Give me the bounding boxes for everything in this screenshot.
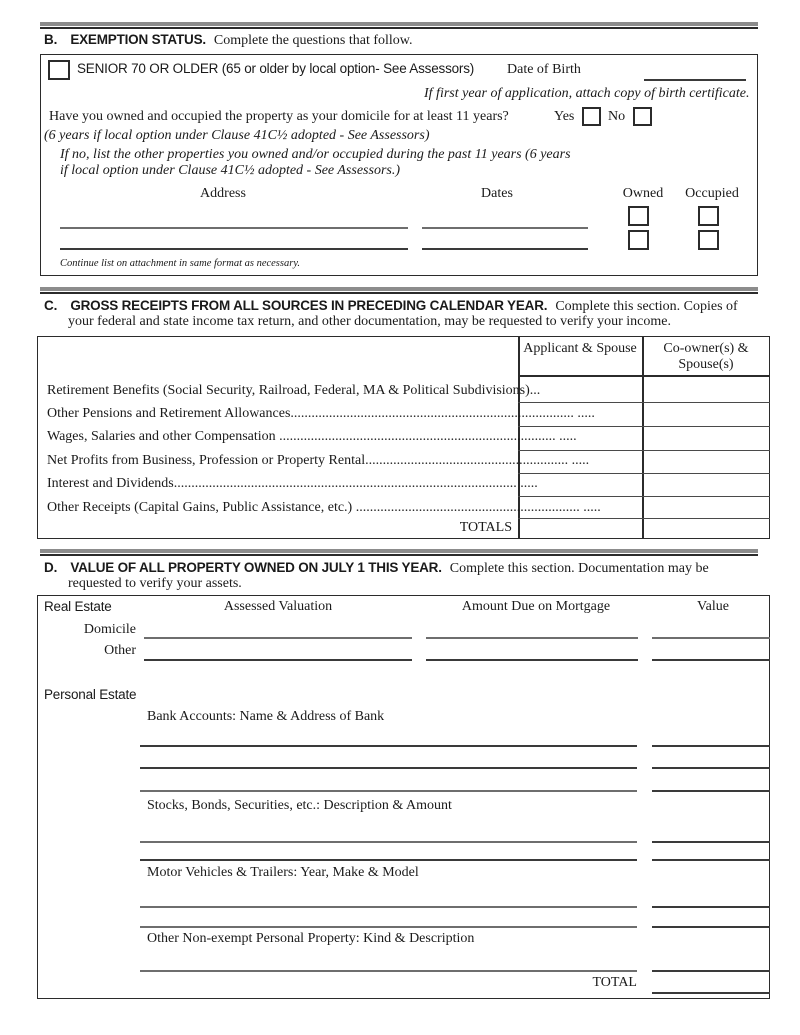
section-b-letter: B. bbox=[44, 32, 58, 47]
domicile-value-rule[interactable] bbox=[652, 637, 770, 639]
domicile-yes-checkbox[interactable] bbox=[582, 107, 601, 126]
stocks-value-rule-1[interactable] bbox=[652, 841, 770, 843]
motor-vehicles-label: Motor Vehicles & Trailers: Year, Make & Model bbox=[147, 865, 419, 880]
motor-vehicle-value-rule-1[interactable] bbox=[652, 906, 770, 908]
section-c-col-applicant: Applicant & Spouse bbox=[523, 341, 637, 356]
property-address-rule-2[interactable] bbox=[60, 248, 408, 250]
section-d-letter: D. bbox=[44, 560, 58, 575]
section-c-row-rule-3 bbox=[518, 450, 770, 451]
section-c-row-label-0: Retirement Benefits (Social Security, Railroad, Federal, MA & Political Subdivisions)... bbox=[47, 383, 541, 398]
section-c-row-label-2: Wages, Salaries and other Compensation bbox=[47, 429, 280, 444]
domicile-question-label: Have you owned and occupied the property as your domicile for at least 11 years? bbox=[49, 109, 509, 124]
section-d-title: VALUE OF ALL PROPERTY OWNED ON JULY 1 THIS YEAR. bbox=[70, 560, 442, 575]
stocks-value-rule-2[interactable] bbox=[652, 859, 770, 861]
leader-dots-4: .................................................................................................. ..... bbox=[173, 476, 538, 491]
other-realestate-label: Other bbox=[104, 643, 136, 658]
section-c-heading bbox=[44, 297, 758, 315]
section-c-row-rule-4 bbox=[518, 473, 770, 474]
domicile-label: Domicile bbox=[83, 622, 136, 637]
section-b-heading bbox=[44, 31, 758, 49]
real-estate-label: Real Estate bbox=[44, 599, 112, 614]
section-d-col-value: Value bbox=[697, 599, 729, 614]
leader-dots-5: ................................................................ ..... bbox=[355, 500, 601, 515]
leader-dots-3: .......................................................... ..... bbox=[365, 453, 590, 468]
other-value-rule[interactable] bbox=[652, 659, 770, 661]
section-d-col-mortgage: Amount Due on Mortgage bbox=[461, 599, 611, 614]
column-header-address: Address bbox=[200, 186, 246, 201]
section-c-title: GROSS RECEIPTS FROM ALL SOURCES IN PRECEDING CALENDAR YEAR. bbox=[70, 298, 548, 313]
continue-list-note: Continue list on attachment in same format as necessary. bbox=[60, 258, 301, 269]
other-mortgage-rule[interactable] bbox=[426, 659, 638, 661]
column-header-occupied: Occupied bbox=[685, 186, 739, 201]
yes-label: Yes bbox=[554, 109, 575, 124]
column-header-owned: Owned bbox=[622, 186, 664, 201]
section-c-row-rule-6 bbox=[518, 518, 770, 519]
section-d-description: Complete this section. Documentation may be bbox=[449, 561, 709, 576]
section-c-row-rule-1 bbox=[518, 402, 770, 403]
section-c-description: Complete this section. Copies of bbox=[555, 299, 738, 314]
property-owned-checkbox-2[interactable] bbox=[628, 230, 649, 250]
other-property-value-rule-1[interactable] bbox=[652, 970, 770, 972]
section-c-row-rule-2 bbox=[518, 426, 770, 427]
if-no-note-line1: If no, list the other properties you owned and/or occupied during the past 11 years (6 years bbox=[60, 147, 571, 162]
stocks-bonds-label: Stocks, Bonds, Securities, etc.: Description & Amount bbox=[147, 798, 452, 813]
bank-account-value-rule-3[interactable] bbox=[652, 790, 770, 792]
date-of-birth-label: Date of Birth bbox=[507, 62, 581, 77]
domicile-mortgage-rule[interactable] bbox=[426, 637, 638, 639]
section-c-description-line2: your federal and state income tax return, and other documentation, may be requested to verify your income. bbox=[68, 314, 671, 329]
column-header-dates: Dates bbox=[481, 186, 513, 201]
motor-vehicle-value-rule-2[interactable] bbox=[652, 926, 770, 928]
clause-note: (6 years if local option under Clause 41C½ adopted - See Assessors) bbox=[44, 128, 430, 143]
senior-70-checkbox[interactable] bbox=[48, 60, 70, 80]
property-owned-checkbox-1[interactable] bbox=[628, 206, 649, 226]
bank-account-rule-1[interactable] bbox=[140, 745, 637, 747]
section-d-divider bbox=[40, 549, 758, 556]
property-dates-rule-1[interactable] bbox=[422, 227, 588, 229]
leader-dots-1: ................................................................................. ..... bbox=[290, 406, 595, 421]
leader-dots-2: ............................................................................... ..... bbox=[279, 429, 577, 444]
section-d-total-rule[interactable] bbox=[652, 992, 770, 994]
if-no-note-line2: if local option under Clause 41C½ adopted - See Assessors.) bbox=[60, 163, 400, 178]
stocks-rule-1[interactable] bbox=[140, 841, 637, 843]
property-dates-rule-2[interactable] bbox=[422, 248, 588, 250]
section-c-row-label-4: Interest and Dividends bbox=[47, 476, 174, 491]
section-c-col-coowner-line2: Spouse(s) bbox=[678, 357, 734, 372]
birth-certificate-note: If first year of application, attach copy of birth certificate. bbox=[424, 86, 750, 101]
other-assessed-rule[interactable] bbox=[144, 659, 412, 661]
property-occupied-checkbox-2[interactable] bbox=[698, 230, 719, 250]
domicile-assessed-rule[interactable] bbox=[144, 637, 412, 639]
section-b-divider bbox=[40, 22, 758, 29]
property-address-rule-1[interactable] bbox=[60, 227, 408, 229]
motor-vehicle-rule-2[interactable] bbox=[140, 926, 637, 928]
section-c-row-label-3: Net Profits from Business, Profession or Property Rental bbox=[47, 453, 366, 468]
section-c-letter: C. bbox=[44, 298, 58, 313]
property-occupied-checkbox-1[interactable] bbox=[698, 206, 719, 226]
other-property-rule-1[interactable] bbox=[140, 970, 637, 972]
section-c-totals-label: TOTALS bbox=[459, 520, 512, 535]
section-d-description-line2: requested to verify your assets. bbox=[68, 576, 242, 591]
section-c-row-rule-5 bbox=[518, 496, 770, 497]
section-c-row-label-1: Other Pensions and Retirement Allowances bbox=[47, 406, 291, 421]
stocks-rule-2[interactable] bbox=[140, 859, 637, 861]
senior-70-label: SENIOR 70 OR OLDER (65 or older by local option- See Assessors) bbox=[77, 61, 475, 76]
domicile-no-checkbox[interactable] bbox=[633, 107, 652, 126]
section-c-header-rule bbox=[518, 375, 770, 377]
section-b-description: Complete the questions that follow. bbox=[213, 33, 413, 48]
bank-account-value-rule-1[interactable] bbox=[652, 745, 770, 747]
bank-account-rule-3[interactable] bbox=[140, 790, 637, 792]
section-c-row-label-5: Other Receipts (Capital Gains, Public Assistance, etc.) bbox=[47, 500, 356, 515]
other-property-label: Other Non-exempt Personal Property: Kind & Description bbox=[147, 931, 475, 946]
section-d-heading bbox=[44, 559, 758, 577]
bank-accounts-label: Bank Accounts: Name & Address of Bank bbox=[147, 709, 385, 724]
section-c-divider bbox=[40, 287, 758, 294]
section-d-total-label: TOTAL bbox=[592, 975, 637, 990]
section-c-col-coowner-line1: Co-owner(s) & bbox=[663, 341, 749, 356]
personal-estate-label: Personal Estate bbox=[44, 687, 137, 702]
date-of-birth-input-rule[interactable] bbox=[644, 79, 746, 81]
bank-account-rule-2[interactable] bbox=[140, 767, 637, 769]
section-b-title: EXEMPTION STATUS. bbox=[70, 32, 206, 47]
section-d-col-assessed: Assessed Valuation bbox=[223, 599, 333, 614]
motor-vehicle-rule-1[interactable] bbox=[140, 906, 637, 908]
bank-account-value-rule-2[interactable] bbox=[652, 767, 770, 769]
no-label: No bbox=[608, 109, 626, 124]
